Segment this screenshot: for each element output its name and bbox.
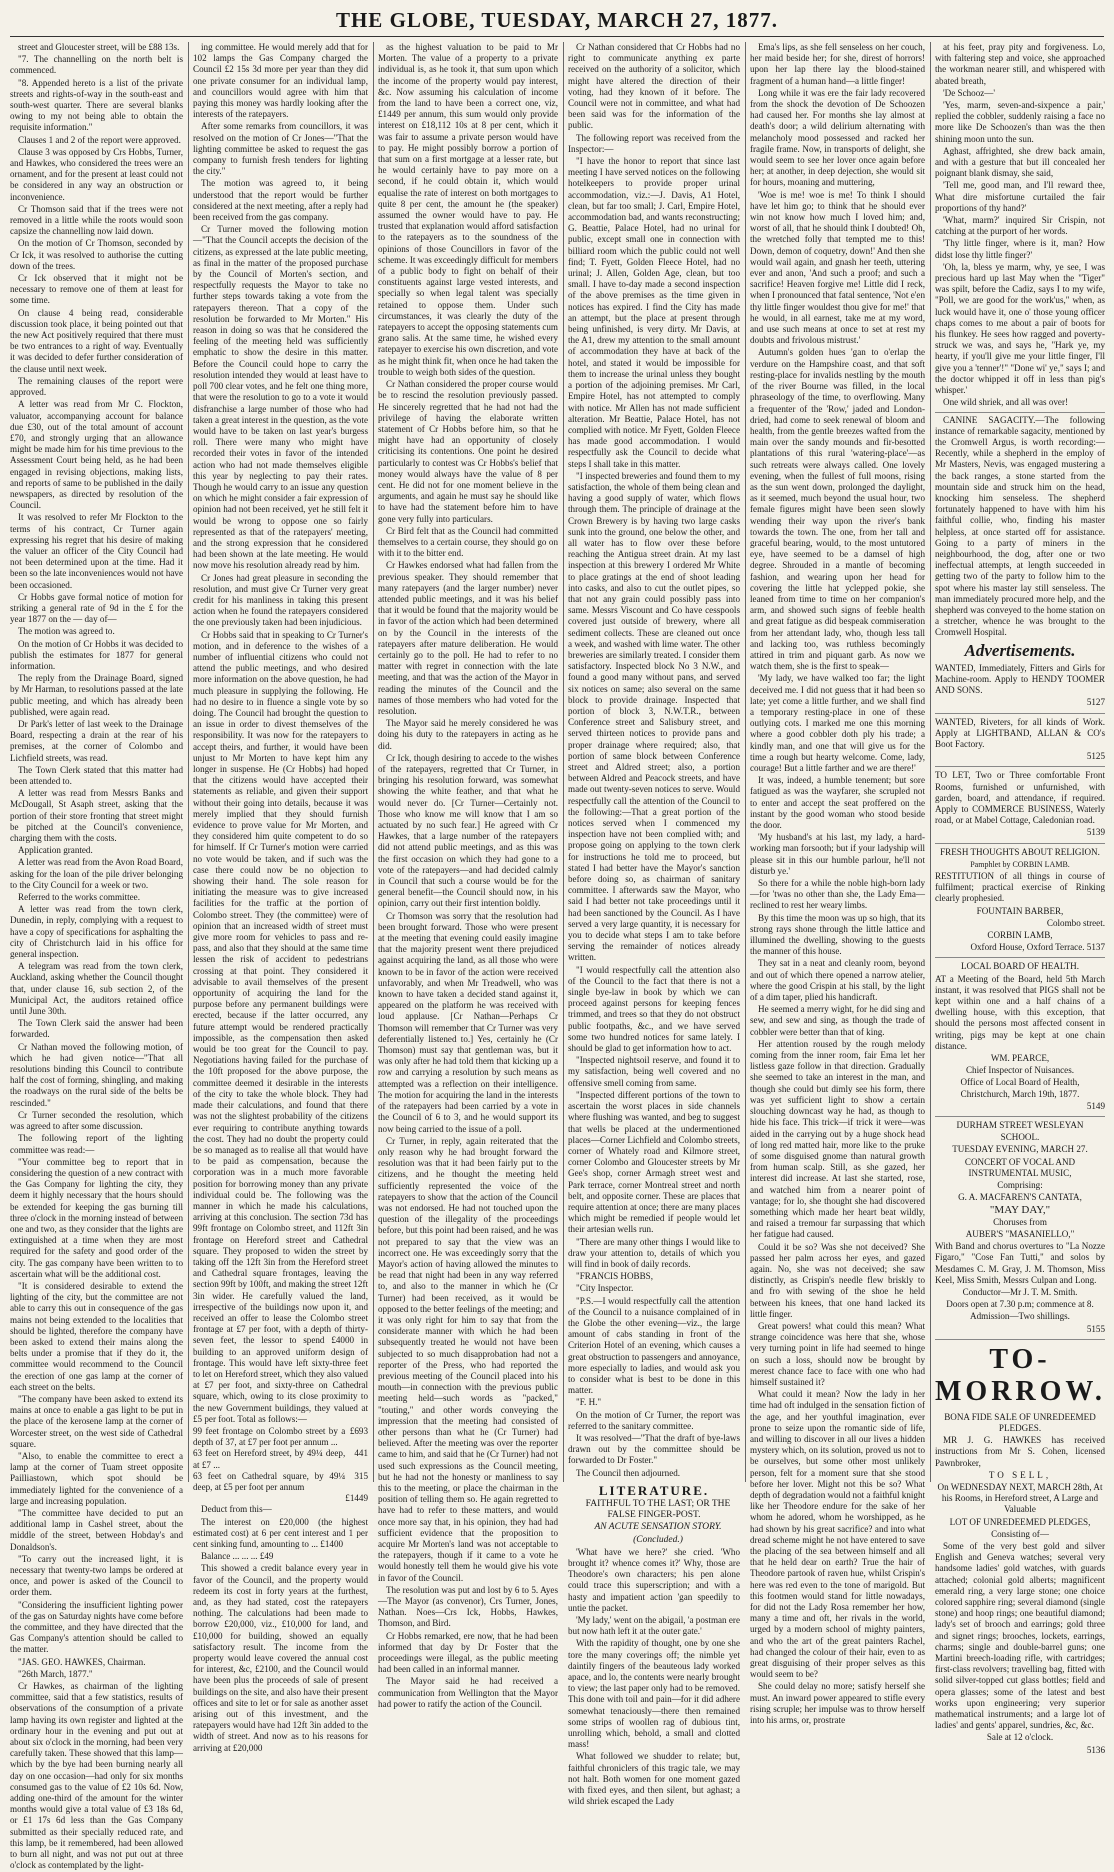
- story-paragraph: So there for a while the noble high-born lady—for 'twas no other than she, the Lady Ema—reclined to rest her weary limbs.: [750, 878, 925, 911]
- ad-body: AT a Meeting of the Board, held 5th March instant, it was resolved that PIGS shall not be kept within one and a half chains of a dwelling house, with this exception, that should the persons most affected consent in writing, pigs may be kept at one chain distance.: [935, 973, 1105, 1051]
- paragraph: After some remarks from councillors, it was resolved on the motion of Cr Jones—"That the lighting committee be asked to request the gas company to furnish fresh tenders for lighting the city.": [193, 121, 368, 177]
- column-1: [10, 42, 183, 1871]
- paragraph: Clause 3 was opposed by Crs Hobbs, Turner, and Hawkes, who considered the trees were an ornament, and for the present at least could not be considered in any way an obstruction or inconvenience.: [10, 146, 183, 202]
- story-paragraph: 'De Schooz—': [943, 87, 996, 98]
- ad-line: CORBIN LAMB,: [987, 930, 1053, 941]
- column-4: [568, 42, 740, 1807]
- paragraph: "Also, to enable the committee to erect a lamp at the corner of Tuam street opposite Pailliastown, which spot should be immediately lighted for the convenience of a large and increasing population.: [10, 1450, 183, 1506]
- paragraph: The Town Clerk said the answer had been forwarded.: [10, 1018, 183, 1040]
- paragraph: as the highest valuation to be paid to Mr Morten. The value of a property to a private individual is, as he took it, that sum upon which the income of the property would pay interest, &c. Now assuming his calculation of income from the land to have been a correct one, viz, £1449 per annum, this sum would only provide interest on £18,112 10s at 8 per cent, which it was fair to assume a private person would have to pay. He might possibly borrow a portion of that sum on a first mortgage at a lesser rate, but he would certainly have to pay more on a second, if he could obtain it, which would equalise the rate of interest on both mortgages to quite 8 per cent, the amount he (the speaker) assumed the owner would have to pay. He trusted that explanation would afford satisfaction to the ratepayers as to the soundness of the opinions of those Councillors in favor of the scheme. It was exceedingly difficult for members of a public body to fight on behalf of their constituents against large vested interests, and specially so when legal talent was specially retained to oppose them. Under such circumstances, it was clearly the duty of the ratepayers to accept the opposing statements cum grano salis. At the same time, he wished every ratepayer to exercise his own discretion, and vote as he might think fit, when once he had taken the trouble to weigh both sides of the question.: [378, 42, 558, 377]
- row-amount: £1449: [345, 1493, 368, 1504]
- ad-line: TUESDAY EVENING, MARCH 27.: [952, 1144, 1088, 1155]
- paragraph: "Inspected different portions of the town to ascertain the worst places in side channels where flushing was wanted, and beg to suggest that wells be placed at the undermentioned places—Corner Lichfield and Colombo streets, corner of Whately road and Kilmore street, corner Colombo and Gloucester streets by Mr Gee's shop, corner Armagh street west and Park terrace, corner Montreal street and north belt, and opposite corner. These are places that require attention at once; there are many places which might be remedied if people would let their artesian wells run.: [568, 1089, 740, 1235]
- ad-line: Sale at 12 o'clock.: [986, 1732, 1054, 1743]
- ad-body: With Band and chorus overtures to "La Nozze Figaro," "Cose Fan Tutti," and solos by Mesdames C. M. Gray, J. M. Thomson, Miss Keel, Miss Smith, Messrs Culpan and Long.: [935, 1241, 1105, 1285]
- story-paragraph: What could it mean? Now the lady in her time had oft indulged in the sensation fiction of the age, and her youthful imagination, ever prone to seize upon the romantic side of life, and willing to discover in all our lives a hidden mystery which, on its solution, proved us not to be ourselves, but some other most unlikely person, felt for a moment sure that she stood before her lover. Might not this be so? What depth of degradation would not a faithful knight like her Theodore endure for the sake of her whom he adored, whom he worshipped, as he had shown by his great sacrifice? and into what dread scheme might he not have entered to save the placing of the sea between himself and all that he held dear on earth? True the hair of Theodore partook of raven hue, whilst Crispin's here was red even to the tone of marigold. But this footmen would stand for little nowadays, for did not the Lady Rosa remember her how, many a time and oft, her rivals in the world, urged by a modern school of mighty painters, and who the art of the great painters Rachel, had changed the colour of their hair, even to as great disguising of their proper selves as this would seem to be?: [750, 1389, 926, 1680]
- ad-line: CONCERT OF VOCAL AND INSTRUMENTAL MUSIC,: [964, 1156, 1076, 1178]
- paragraph: A letter was read from the town clerk, Dunedin, in reply, complying with a request to have a copy of specifications for asphalting the city of Christchurch laid in his office for general inspection.: [10, 904, 183, 960]
- story-paragraph: Her attention roused by the rough melody coming from the inner room, fair Ema let her listless gaze follow in that direction. Gradually she seemed to take an interest in the man, and though she could but dimly see his form, there was yet sufficient light to show a certain slouching downcast way he had, as though to hide his face. This trick—if trick it were—was aided in the carrying out by a huge shock head of long red matted hair, more like to the pruke of some disguised gnome than natural growth from human scalp. Still, as she gazed, her interest did increase. At last she started, rose, and watched him from a nearer point of vantage; for lo, she thought she had discovered something which made her heart beat wildly, and raised a tremour far surpassing that which her fatigue had caused.: [750, 1038, 925, 1240]
- paragraph: Cr Nathan considered that Cr Hobbs had no right to communicate anything ex parte received on the authority of a solicitor, which might have altered the direction of their voting, had they known of it before. The Council were not in committee, and what had been said was for the information of the public.: [568, 42, 740, 131]
- ad-ref: 5149: [1086, 1100, 1105, 1111]
- paragraph: Cr Bird felt that as the Council had committed themselves to a certain course, they should go on with it to the bitter end.: [378, 525, 558, 559]
- story-subtitle: AN ACUTE SENSATION STORY.: [594, 1522, 722, 1533]
- row-label: 63 feet on Cathedral square, by 49¼ deep, at £5 per foot per annum: [193, 1470, 346, 1492]
- ad-body: MR J. G. HAWKES has received instructions from Mr S. Cohen, licensed Pawnbroker,: [935, 1435, 1105, 1468]
- paragraph: "F. H.": [576, 1397, 602, 1408]
- masthead-rule: [10, 36, 1104, 37]
- paragraph: The motion was agreed to, it being understood that the report would be further considered at the next meeting, after a reply had been received from the gas company.: [193, 178, 368, 223]
- ad-ref: 5139: [1086, 827, 1105, 838]
- classified-ad: [935, 767, 1105, 843]
- story-paragraph: at his feet, pray pity and forgiveness. Lo, with faltering step and voice, she approached the workman nearer still, and whispered with abated breath,: [935, 42, 1105, 86]
- paragraph: "P.S.—I would respectfully call the attention of the Council to a nuisance complained of in the Globe the other evening—viz., the large amount of cabs standing in front of the Criterion Hotel of an evening, which causes a great obstruction to passengers and annoyance, more especially to ladies, and would ask you to consider what is best to be done in this matter.: [568, 1295, 740, 1396]
- paragraph: It was resolved to refer Mr Flockton to the terms of his contract, Cr Turner again expressing his regret that his desire of making the valuer an officer of the City Council had not been determined upon at the time. Had it been so the late inconveniences would not have been occasioned.: [10, 512, 183, 590]
- story-paragraph: 'Thy little finger, where is it, man? How didst lose thy little finger?': [935, 238, 1105, 260]
- paragraph: The Town Clerk stated that this matter had been attended to.: [10, 764, 183, 786]
- ad-line: Consisting of—: [991, 1528, 1049, 1539]
- literature-heading: LITERATURE.: [598, 1482, 710, 1498]
- paragraph: Cr Hobbs said that in speaking to Cr Turner's motion, and in deference to the wishes of a number of influential citizens who could not attend the public meetings, and who desired more information on the above question, he had much pleasure in supplying the following. He had no desire to in fluence a single vote by so doing. The Council had brought the question to an issue in order to divest themselves of the responsibility. It was now for the ratepayers to accept theirs, and further, it would have been unjust to Mr Morten to have kept him any longer in suspense. He (Cr Hobbs) had hoped that the citizens would have accepted their statements as reliable, and given their support without their going into details, because it was merely implied that they should furnish evidence to prove value for Mr Morten, and they considered him quite competent to do so for himself. If Cr Turner's motion were carried no vote would be taken, and if such was the case there could now be no objection to showing their hand. The sole reason for initiating the measure was to give increased facilities for the traffic at the portion of Colombo street. They (the committee) were of opinion that an increased width of street must give more room for vehicles to pass and re-pass, and also that they should at the same time lessen the risk of accident to pedestrians crossing at that point. They considered it advisable to avail themselves of the present opportunity of acquiring the land for the purpose before any permanent buildings were erected, because if the latter occurred, any future attempt would be rendered practically impossible, as the compensation then asked would be too great for the Council to pay. Negotiations having failed for the purchase of the 10ft proposed for the above purpose, the committee deemed it desirable in the interests of the city to take the whole block. They had made their calculations, and found that there was not the slightest probability of the citizens ever requiring to contribute anything towards the cost. They had no doubt the property could be so managed as to realise all that would have to be paid as compensation, because the corporation was in a much more favorable position for borrowing money than any private individual could be. The following was the manner in which he made his calculations, arriving at this conclusion. The section 73d has 99ft frontage on Colombo street, and 112ft 3in frontage on Hereford street and Cathedral square. They proposed to widen the street by taking off the 12ft 3in from the Hereford street and Cathedral square frontages, leaving the section 99ft by 100ft, and making the street 12ft 3in wider. He carefully valued the land, irrespective of the buildings now upon it, and received an offer to lease the Colombo street frontage at £7 per foot, with a depth of thirty-seven feet, the lessor to spend £4000 in building to an approved uniform design of frontage. This would have left sixty-three feet to let on Hereford street, which they also valued at £7 per foot, and sixty-three on Cathedral square, which, owing to its close proximity to the new Government buildings, they valued at £5 per foot. Total as follows:—: [193, 629, 369, 1424]
- ad-line: Office of Local Board of Health, Christchurch, March 19th, 1877.: [960, 1077, 1080, 1099]
- table-row: [193, 1448, 368, 1470]
- paragraph: The Mayor said he merely considered he was doing his duty to the ratepayers in acting as he did.: [378, 718, 558, 751]
- paragraph: Cr Thomson said that if the trees were not removed in a little while the roots would soon capsize the channelling now laid down.: [10, 203, 183, 237]
- ad-line: Pamphlet by CORBIN LAMB.: [970, 859, 1070, 869]
- paragraph: The Mayor said he had received a communication from Wellington that the Mayor had power to ratify the action of the Council.: [378, 1676, 558, 1709]
- paragraph: "8. Appended hereto is a list of the private streets and rights-of-way in the south-east and south-west quarter. There are several blanks owing to my not being able to obtain the requisite information.": [10, 77, 183, 133]
- paragraph: "I inspected breweries and found them to my satisfaction, the whole of them being clean and having a good supply of water, which flows through them. The principle of drainage at the Crown Brewery is by having two large casks sunk into the ground, one below the other, and all water has to flow over these before reaching the Antigua street drain. At my last inspection at this brewery I ordered Mr White to place gratings at the end of shoot leading into casks, and also to cut the outlet pipes, so that not any grain could possibly pass into same. Messrs Viscount and Co have cesspools covered just outside of brewery, where all sediment collects. These are cleaned out once a week, and washed with lime water. The other breweries are similarly treated. I consider them satisfactory. Inspected block No 3 N.W., and found a good many without pans, and served six notices on same; also several on the same block to provide drainage. Inspected that portion of block 3, N.W.T.R., between Conference street and Salisbury street, and served thirteen notices to provide pans and proper drainage where required; also, that portion of same block between Conference street and Aldred street; also, a portion between Aldred and Peacock streets, and have made out twenty-seven notices to serve. Would respectfully call the attention of the Council to the following:—That a great portion of the notices served when I commenced my inspection have not been complied with; and propose going on applying to the town clerk for instructions he told me to proceed, but stated I had better have the Mayor's sanction before doing so, as chairman of sanitary committee. I afterwards saw the Mayor, who said I had better not take proceedings until it had been sanctioned by the Council. As I have served a very large quantity, it is necessary for you to decide what steps I am to take before serving the remainder of notices already written.: [568, 470, 740, 963]
- classified-ad: [935, 714, 1105, 768]
- story-paragraph: She could delay no more; satisfy herself she must. An inward power appeared to stifle every rising scruple; her impulse was to throw herself into his arms, or, prostrate: [750, 1681, 925, 1726]
- paragraph: Cr Nathan moved the following motion, of which he had given notice—"That all resolutions binding this Council to contribute half the cost of forming, shingling, and making the roadways on the rural side of the belts be rescinded.": [10, 1041, 183, 1108]
- masthead: THE GLOBE, TUESDAY, MARCH 27, 1877.: [335, 8, 779, 32]
- paragraph: "JAS. GEO. HAWKES, Chairman.: [18, 1656, 146, 1667]
- paragraph: "The committee have decided to put an additional lamp in Cashel street, about the middle of the street, between Hobday's and Donaldson's.: [10, 1508, 183, 1552]
- story-paragraph: 'Tell me, good man, and I'll reward thee, What dire misfortune curtailed the fair proportions of thy hand?': [935, 180, 1105, 213]
- paragraph: The motion was agreed to.: [18, 626, 115, 637]
- paragraph: "FRANCIS HOBBS,: [576, 1271, 653, 1282]
- story-paragraph: Ema's lips, as she fell senseless on her couch, her maid beside her; for she, direst of horrors! upon her lap there lay the blood-stained fragment of a human hand—a little finger!: [750, 42, 925, 86]
- ad-body: RESTITUTION of all things in course of fulfilment; practical exercise of Rinking clearly prophesied.: [935, 871, 1105, 904]
- paragraph: Cr Thomson was sorry that the resolution had been brought forward. Those who were present at the meeting that evening could easily imagine that the majority present went there prejudiced against acquiring the land, as all those who were known to be in favor of the action were received unfavorably, and when Mr Treadwell, who was known to have taken a decided stand against it, appeared on the platform he was received with loud applause. [Cr Nathan—Perhaps Cr Thomson will remember that Cr Turner was very deferentially listened to.] Yes, certainly he (Cr Thomson) must say that gentleman was, but it was only after he had told them that kicking up a row and carrying a resolution by such means as attempted was a reflection on their intelligence. The motion for acquiring the land in the interests of the ratepayers had been carried by a vote in the Council of 6 to 3, and he would support its now being carried to the issue of a poll.: [378, 910, 558, 1134]
- story-paragraph: One wild shriek, and all was over!: [943, 397, 1069, 408]
- column-5: [750, 42, 926, 1726]
- paragraph: "Inspected nightsoil reserve, and found it to my satisfaction, being well covered and no offensive smell coming from same.: [568, 1055, 740, 1088]
- paragraph: This showed a credit balance every year in favor of the Council, and the property would redeem its cost in forty years at the furthest, and, as they had stated, cost the ratepayers nothing. The calculations had been made to borrow £20,000, viz., £10,000 for land, and £10,000 for building, showed an equally satisfactory result. The income from the property would leave covered the annual cost for interest, &c, £2100, and the Council would have been plus the proceeds of sale of present buildings on the site, and also have their present offices and site to let or for sale as another asset arising out of this investment, and the ratepayers would have had 12ft 3in added to the width of street. And now as to his reasons for arriving at £20,000: [193, 1563, 369, 1753]
- ad-title: BONA FIDE SALE OF UNREDEEMED PLEDGES.: [944, 1411, 1096, 1433]
- paragraph: On the motion of Cr Turner, the report was referred to the sanitary committee.: [568, 1409, 740, 1431]
- story-paragraph: Long while it was ere the fair lady recovered from the shock the devotion of De Schoozen had caused her. For months she lay almost at death's door; a wild delirium alternating with melancholy mood possessed and racked her fragile frame. Now, in transports of delight, she would seem to see her lover once again before her; at another, in deep dejection, she would sit for hours, moaning and muttering,: [750, 87, 925, 188]
- paragraph: "I have the honor to report that since last meeting I have served notices on the following hotelkeepers to provide proper urinal accommodation, viz.:—J. Davis, A1 Hotel, clean, but far too small; J. Carl, Empire Hotel, accommodation bad, and wants reconstructing; G. Beattie, Palace Hotel, had no urinal for public, except small one in connection with billiard room which the public could not well find; T. Fyett, Golden Fleece Hotel, had no urinal; J. Allen, Golden Age, clean, but too small. I have to-day made a second inspection of the above premises as the time given in notices has expired. I find the City has made an attempt, but the place at present through being unfinished, is very dirty. Mr Davis, at the A1, drew my attention to the small amount of accommodation they have at back of the hotel, and stated it would be impossible for them to increase the urinal unless they bought a portion of the adjoining premises. Mr Carl, Empire Hotel, has not attempted to comply with notice. Mr Allen has not made sufficient alteration. Mr Beattie, Palace Hotel, has not complied with notice. Mr Fyett, Golden Fleece has made good accommodation. I would respectfully ask the Council to decide what steps I shall take in this matter.: [568, 156, 740, 469]
- paragraph: On clause 4 being read, considerable discussion took place, it being pointed out that the new Act positively required that there must be two entrances to a right of way. Eventually it was decided to defer further consideration of the clause until next week.: [10, 307, 183, 374]
- table-row: [193, 1493, 368, 1504]
- paragraph: Cr Nathan considered the proper course would be to rescind the resolution previously passed. He sincerely regretted that he had not had the privilege of having the elaborate written statement of Cr Hobbs before him, so that he might have had an opportunity of closely criticising its contentions. One point he desired particularly to contest was Cr Hobbs's belief that money would always have the value of 8 per cent. He did not for one moment believe in the arguments, and again he must say he should like to have had the statement before him to have gone very fully into particulars.: [378, 379, 558, 524]
- paragraph: The remaining clauses of the report were approved.: [10, 375, 183, 398]
- paragraph: "Considering the insufficient lighting power of the gas on Saturday nights have come before the committee, and they have directed that the Gas Company's attention should be called to the matter.: [10, 1599, 183, 1655]
- paragraph: Cr Hawkes endorsed what had fallen from the previous speaker. They should remember that many ratepayers (and the larger number) never attended public meetings, and it was his belief that it would be found that the majority would be in favor of the action which had been determined on by the Council in the interests of the ratepayers after mature deliberation. He would certainly go to the poll. He had to refer to no matter with regret in connection with the late meeting, and that was the action of the Mayor in reading the minutes of the Council and the names of those members who had voted for the resolution.: [378, 560, 558, 716]
- paragraph: ing committee. He would merely add that for 102 lamps the Gas Company charged the Council £2 15s 3d more per year than they did one private consumer for an individual lamp, and councillors would agree with him that paying this money was hardly looking after the interests of the ratepayers.: [193, 42, 368, 120]
- ad-ref: 5127: [1086, 697, 1105, 708]
- ad-line: On WEDNESDAY NEXT, MARCH 28th, At his Rooms, in Hereford street, A Large and Valuable: [937, 1481, 1103, 1515]
- valuation-table: [193, 1426, 368, 1504]
- story-paragraph: They sat in a neat and cleanly room, beyond and out of which there opened a narrow atelier, where the good Crispin at his stall, by the light of a dim taper, plied his handicraft.: [750, 958, 925, 1003]
- story-paragraph: 'Oh, la, bless ye marm, why, ye see, I was precious hard up last May when the "Tiger" was spilt, before the Cadiz, says I to my wife, "Poll, we are good for the work'us," when, as luck would have it, one o' those young officer chaps comes to me about a pair of boots for his flunkey. He sees how ragged and poverty-struck we was, and says he, "Hark ye, my hearty, if you'll give me your little finger, I'll give you a 'tenner'!" "Done wi' ye," says I; and the doctor whipped it off in less than pig's whisper.': [935, 261, 1105, 396]
- story-paragraph: 'My lady, we have walked too far; the light deceived me. I did not guess that it had been so late; yet come a little further, and we shall find a temporary resting-place in one of these outlying cots. I marked me one this morning where a good cobbler doth ply his trade; a kindly man, and one that will give us for the time a rough but hearty welcome. Come, lady, courage! But a little farther and we are there!': [750, 673, 925, 773]
- paragraph: The Council then adjourned.: [576, 1467, 681, 1478]
- paragraph: Cr Hawkes, as chairman of the lighting committee, said that a few statistics, results of observations of the consumption of a private lamp having its own register and lighted at the ordinary hour in the evening and put out at about six o'clock in the morning, had been very carefully taken. These showed that this lamp—which by the bye had been burning nearly all day on one occasion—had only for six months consumed gas to the value of £2 10s 6d. Now, adding one-third of the amount for the winter months would give a total value of £3 18s 6d, or £1 17s 6d less than the Gas Company submitted as their specially reduced rate, and this lamp, be it remembered, had been allowed to burn all night, and was not put out at three o'clock as contemplated by the light-: [10, 1681, 183, 1871]
- ad-line: G. A. MACFAREN'S CANTATA,: [958, 1192, 1082, 1203]
- ad-tomorrow: [935, 1344, 1105, 1756]
- ad-line: Choruses from: [993, 1216, 1047, 1227]
- paragraph: Cr Turner moved the following motion—"That the Council accepts the decision of the citizens, as expressed at the late public meeting, as final in the matter of the proposed purchase by the Council of Morten's section, and respectfully requests the Mayor to take no further steps towards taking a vote from the ratepayers thereon. That a copy of the resolution be forwarded to Mr Morten." His reason in doing so was that he considered the feeling of the meeting held was sufficiently emphatic to show the desire in this matter. Before the Council could hope to carry the resolution intended they would at least have to poll 700 clear votes, and he felt one thing more, that were the resolution to go to a vote it would disfranchise a large number of those who had taken a great interest in the question, as the vote would have to be taken on last year's burgess roll. There were many who might have recorded their votes in favor of the intended action who had not made themselves eligible this year by neglecting to pay their rates. Though he would carry to an issue any question on which he might consider a fair expression of opinion had not been received, yet he still felt it would be wrong to oppose one so fairly represented as that of the ratepayers' meeting, and the strong expression that he considered had been shown at the late meeting. He would now move his resolution already read by him.: [193, 224, 368, 571]
- paragraph: It was resolved—"That the draft of bye-laws drawn out by the committee should be forwarded to Dr Foster.": [568, 1432, 740, 1466]
- story-paragraph: It was, indeed, a humble tenement; but sore fatigued as was the wayfarer, she scrupled not to enter and accept the seat proffered on the instant by the good woman who stood beside the door.: [750, 775, 925, 831]
- ad-ref: 5125: [1086, 751, 1105, 762]
- column-3: [378, 42, 558, 1709]
- table-row: [193, 1471, 368, 1493]
- ad-title: FRESH THOUGHTS ABOUT RELIGION.: [940, 846, 1100, 857]
- ad-line: Oxford House, Oxford Terrace. 5137: [970, 942, 1105, 953]
- column-2: [193, 42, 369, 1753]
- story-paragraph: Aghast, affrighted, she drew back amain, and with a gesture that but ill concealed her poignant blank dismay, she said,: [935, 145, 1105, 179]
- paragraph: "I would respectfully call the attention also of the Council to the fact that there is not a single bye-law in book by which we can proceed against persons for keeping fences trimmed, and trees so that they do not obstruct public footpaths, &c., and we have served some two hundred notices for same lately. I should be glad to get information how to act.: [568, 964, 740, 1054]
- row-amount: £693: [349, 1425, 368, 1436]
- row-label: 63 feet on Hereford street, by 49¼ deep, at £7 ...: [193, 1448, 346, 1470]
- ad-line: Colombo street.: [1046, 917, 1105, 928]
- column-divider: [930, 42, 931, 1482]
- row-label: [193, 1493, 345, 1504]
- ad-line: FOUNTAIN BARBER,: [976, 905, 1064, 916]
- ad-line: Chief Inspector of Nuisances.: [965, 1065, 1075, 1076]
- paragraph: The interest on £20,000 (the highest estimated cost) at 6 per cent interest and 1 per cent sinking fund, amounting to ... £1400: [193, 1516, 368, 1550]
- story-paragraph: By this time the moon was up so high, that its strong rays shone through the little lattice and illumined the dwelling, showing to the guests the manner of this house.: [750, 912, 925, 957]
- story-paragraph: 'What, marm?' inquired Sir Crispin, not catching at the purport of her words.: [935, 215, 1105, 237]
- paragraph: "City Inspector.: [576, 1283, 634, 1294]
- paragraph: Cr Hobbs remarked, ere now, that he had been informed that day by Dr Foster that the proceedings were illegal, as the public meeting had been called in an informal manner.: [378, 1630, 558, 1675]
- ad-line: Conductor—Mr J. T. M. Smith.: [962, 1286, 1078, 1297]
- ad-line: TO SELL,: [988, 1469, 1052, 1480]
- ad-line: "MAY DAY,": [989, 1203, 1051, 1216]
- paragraph: Cr Turner, in reply, again reiterated that the only reason why he had brought forward the resolution was that it had been fairly put to the citizens, and he thought the meeting held sufficiently represented the voice of the ratepayers to show that the action of the Council was not endorsed. He had not touched upon the question of the illegality of the proceedings before, but this point had been raised, and he was not prepared to say that the view was an incorrect one. He was exceedingly sorry that the Mayor's action of having allowed the minutes to be read that night had been in any way referred to, and also to the manner in which he (Cr Turner) had been received, as it would be opposed to the better feelings of the meeting; and it was only right for him to say that from the considerate manner with which he had been subsequently treated he would not have been subjected to so much disapprobation had not a reporter of the Press, who had reported the previous meeting of the Council placed into his mouth—in connection with the previous public meeting held—such words as "packed," "touting," and other words conveying the impression that the meeting had consisted of other persons than what he (Cr Turner) had believed. After the meeting was over the reporter came to him, and said that he (Cr Turner) had not used such expressions as the Council meeting, but he had not the honesty or manliness to say this to the meeting, or place the chairman in the position of telling them so. He again regretted to have had to refer to these matters, and would once more say that, in his opinion, they had had sufficient evidence that the proposition to acquire Mr Morten's land was not acceptable to the ratepayers, though if it came to a vote he would honestly tell them he would give his vote in favor of the Council.: [378, 1135, 558, 1583]
- paragraph: A letter was read from the Avon Road Board, asking for the loan of the pile driver belonging to the City Council for a week or two.: [10, 857, 183, 890]
- story-paragraph: Could it be so? Was she not deceived? She passed her palm across her eyes, and gazed again. No, she was not deceived; she saw distinctly, as Crispin's needle flew briskly to and fro with sewing of the shoe he held between his knees, that one hand lacked its little finger.: [750, 1241, 925, 1319]
- story-paragraph: 'My husband's at his last, my lady, a hard-working man forsooth; but if your ladyship will please sit in this our humble parlour, he'll not disturb ye.': [750, 832, 925, 876]
- paragraph: On the motion of Cr Thomson, seconded by Cr Ick, it was resolved to authorise the cutting down of the trees.: [10, 238, 183, 271]
- paragraph: Cr Turner seconded the resolution, which was agreed to after some discussion.: [10, 1109, 183, 1132]
- story-paragraph: 'What have we here?' she cried. 'Who brought it? whence comes it?' Why, those are Theodore's own characters; his pen alone could trace this superscription; and with a hasty and impatient action 'gan speedily to untie the packet.: [568, 1546, 740, 1613]
- story-paragraph: Great powers! what could this mean? What strange coincidence was here that she, whose very turning point in life had seemed to hinge on such a loss, should now be brought by merest chance face to face with one who had himself sustained it?: [750, 1320, 925, 1387]
- ad-body: Some of the very best gold and silver English and Geneva watches; several very handsome ladies' gold watches, with guards attached; colonial gold alberts; magnificent emerald ring, a very large stone; one choice colored sapphire ring; several diamond (single stone) and hoop rings; one beautiful diamond; lady's set of brooch and earrings; gold three and signet rings; brooches, lockets, earrings, charms; single and double-barrel guns; one Martini breech-loading rifle, with cartridges; first-class revolvers; travelling bag, fitted with solid silver-topped cut glass bottles; field and opera glasses; some of the latest and best works upon engineering; very superior mathematical instruments; and a large lot of ladies' and gents' apparel, sundries, &c, &c.: [935, 1540, 1105, 1731]
- ad-big-title: TO-MORROW.: [935, 1343, 1106, 1407]
- ad-body: WANTED, Riveters, for all kinds of Work. Apply at LIGHTBAND, ALLAN & CO's Boot Factory.: [935, 716, 1105, 749]
- column-6: [935, 42, 1106, 1755]
- paragraph: Deduct from this—: [201, 1504, 272, 1515]
- column-divider: [745, 42, 746, 1482]
- paragraph: "There are many other things I would like to draw your attention to, details of which you will find in book of daily records.: [568, 1236, 740, 1269]
- table-row: [193, 1426, 368, 1448]
- ad-concert: [935, 1117, 1105, 1340]
- story-paragraph: With the rapidity of thought, one by one she tore the many coverings off; the nimble yet daintily fingers of the beauteous lady worked apace, and lo, the contents were nearly brought to view; the last paper only had to be removed. This done with toil and pain—for it did adhere somewhat tenaciously—there then remained some strips of woollen rag of dubious tint, unrolling which, behold, a small and clotted mass!: [568, 1638, 740, 1750]
- paragraph: A letter was read from Messrs Banks and McDougall, St Asaph street, asking that the portion of their store fronting that street might be pitched at the Council's convenience, charging them with the costs.: [10, 788, 183, 844]
- story-paragraph: 'Yes, marm, seven-and-sixpence a pair,' replied the cobbler, suddenly raising a face no more like De Schoozen's than was the then shining moon unto the sun.: [935, 100, 1105, 144]
- story-paragraph: He seemed a merry wight, for he did sing and sew, and sew and sing, as though the trade of cobbler were better than that of king.: [750, 1004, 925, 1037]
- ad-line: Comprising:: [997, 1180, 1043, 1191]
- story-paragraph: What followed we shudder to relate; but, faithful chroniclers of this tragic tale, we may not halt. Both women for one moment gazed with fixed eyes, and then silent, but aghast; a wild shriek escaped the Lady: [568, 1751, 740, 1807]
- literature-section: [568, 1482, 740, 1808]
- paragraph: Cr Jones had great pleasure in seconding the resolution, and must give Cr Turner very great credit for his manliness in taking this present action when he found the ratepayers considered the one previously taken had been injudicious.: [193, 572, 368, 628]
- paragraph: "To carry out the increased light, it is necessary that twenty-two lamps be ordered at once, and power is asked of the Council to order them.: [10, 1553, 183, 1598]
- paragraph: A telegram was read from the town clerk, Auckland, asking whether the Council thought that, under clause 16, sub section 2, of the Municipal Act, the auditors retained office until June 30th.: [10, 961, 183, 1017]
- paragraph: A letter was read from Mr C. Flockton, valuator, accompanying account for balance due £30, out of the total amount of account £70, and strongly urging that an allowance might be made him for his time previous to the Assessment Court being held, as he had been engaged in revising objections, making lists, and reports of same to be published in the daily newspapers, as directed by resolution of the Council.: [10, 399, 183, 511]
- paragraph: Application granted.: [18, 845, 93, 856]
- paragraph: The following report was received from the Inspector:—: [568, 132, 740, 154]
- row-amount: 315: [354, 1470, 368, 1481]
- paragraph: street and Gloucester street, will be £88 13s.: [18, 42, 180, 52]
- paragraph: On the motion of Cr Hobbs it was decided to publish the estimates for 1877 for general information.: [10, 638, 183, 671]
- paragraph: "7. The channelling on the north belt is commenced.: [10, 54, 183, 76]
- ad-ref: 5136: [1086, 1744, 1105, 1755]
- column-divider: [188, 42, 189, 1482]
- ad-body: TO LET, Two or Three comfortable Front Rooms, furnished or unfurnished, with garden, board, and attendance, if required. Apply to COMMERCE BUSINESS, Waterly road, or at Mabel Cottage, Caledonian road.: [935, 770, 1105, 826]
- ad-title: DURHAM STREET WESLEYAN: [956, 1120, 1084, 1131]
- ad-board-of-health: [935, 958, 1105, 1117]
- paragraph: Cr Ick, though desiring to accede to the wishes of the ratepayers, regretted that Cr Turner, in bringing his resolution forward, was somewhat showing the white feather, and that what he would never do. [Cr Turner—Certainly not. Those who know me will know that I am so actuated by no such fear.] He agreed with Cr Hawkes, that a large number of the ratepayers did not attend public meetings, and as this was the first occasion on which they had gone to a vote of the ratepayers—and had decided calmly in Council that such a course would be for the general benefit—the Council should now, in his opinion, carry out their first intention boldly.: [378, 752, 558, 909]
- story-paragraph: Autumn's golden hues 'gan to o'erlap the verdure on the Hampshire coast, and that soft resting-place for invalids nestling by the mouth of the river Bourne was filled, in the local phraseology of the time, to overflowing. Many a frequenter of the 'Row,' jaded and London-dried, had come to seek renewal of bloom and health, from the gentle breezes wafted from the main over the sandy mounds and fir-besotted plantations of this rural 'watering-place'—as such retreats were always called. One lovely evening, when the fullest of full moons, rising as the sun went down, prolonged the daylight, as it seemed, much beyond the usual hour, two female figures might have been seen slowly wending their way upon the river's bank towards the town. The one, from her tall and graceful bearing, would, to the most untutored eye, have seemed to be a damsel of high degree. Shrouded in a mantle of becoming fashion, and wearing upon her head for covering the little hat yclepped pokie, she leaned from time to time on her companion's arm, and showed such signs of feeble health and great fatigue as did bespeak commiseration from her attendant lady, who, though less tall and lacking too, was ruthless becomingly attired in trim and piquant garb. As now we watch them, she is the first to speak—: [750, 347, 925, 672]
- paragraph: Dr Park's letter of last week to the Drainage Board, respecting a drain at the rear of his premises, at the corner of Colombo and Lichfield streets, was read.: [10, 718, 183, 763]
- paragraph: The following report of the lighting committee was read:—: [10, 1133, 183, 1155]
- classified-ad: [935, 660, 1105, 714]
- row-label: 99 feet frontage on Colombo street by a depth of 37, at £7 per foot per annum ...: [193, 1425, 346, 1448]
- row-amount: 441: [354, 1448, 368, 1459]
- ad-body: WANTED, Immediately, Fitters and Girls for Machine-room. Apply to HENDY TOOMER AND SONS.: [935, 662, 1105, 696]
- paragraph: "The company have been asked to extend its mains at once to enable a gas light to be put in the place of the kerosene lamp at the corner of Worcester street, on the west side of Cathedral square.: [10, 1393, 183, 1449]
- ad-title: LOCAL BOARD OF HEALTH.: [960, 961, 1080, 972]
- ad-fresh-thoughts: [935, 844, 1105, 959]
- ad-title: SCHOOL.: [1000, 1132, 1040, 1143]
- story-paragraph: 'Woe is me! woe is me! To think I should have let him go; to think that he should ever win not know how much I loved him; and, worst of all, that he should think I doubted! Oh, the wretched folly that tempted me to this! Down, demon of coquetry, down!' And then she would wail again, and gnash her teeth, uttering ever and anon, 'And such a proof; and such a sacrifice! Heaven forgive me! Little did I reck, when I pronounced that fatal sentence, 'Not e'en thy little finger wouldest thou give for me!' that he would, in all earnest, take me at my word, and use such means at once to set at rest my doubts and frivolous mistrust.': [750, 189, 925, 346]
- paragraph: "26th March, 1877.": [18, 1668, 93, 1679]
- paragraph: "It is considered desirable to extend the lighting of the city, but the committee are not able to carry this out in consequence of the gas mains not being extended to the localities that should be lighted, therefore the company have been asked to extend their mains along the belts under a promise that if they do it, the committee would recommend to the Council the erection of one gas lamp at the corner of each street on the belts.: [10, 1280, 183, 1392]
- paragraph: Balance ... ... ... £49: [201, 1551, 274, 1562]
- paragraph: The reply from the Drainage Board, signed by Mr Harman, to resolutions passed at the late public meeting, and which has already been published, were again read.: [10, 673, 183, 717]
- ad-line: Admission—Two shillings.: [970, 1311, 1070, 1322]
- paragraph: Clauses 1 and 2 of the report were approved.: [18, 134, 181, 145]
- advertisements-heading: Advertisements.: [964, 640, 1076, 660]
- ad-line: WM. PEARCE,: [990, 1053, 1050, 1064]
- paragraph: Cr Hobbs gave formal notice of motion for striking a general rate of 9d in the £ for the year 1877 on the — day of—: [10, 591, 183, 625]
- ad-line: Doors open at 7.30 p.m; commence at 8.: [946, 1299, 1094, 1310]
- paragraph: Cr Ick observed that it might not be necessary to remove one of them at least for some time.: [10, 273, 183, 306]
- ad-ref: 5155: [1086, 1323, 1105, 1334]
- story-concluded: (Concluded.): [633, 1534, 683, 1545]
- column-divider: [373, 42, 374, 1482]
- column-divider: [563, 42, 564, 1482]
- paragraph: The resolution was put and lost by 6 to 5. Ayes—The Mayor (as convenor), Crs Turner, Jones, Nathan. Noes—Crs Ick, Hobbs, Hawkes, Thomson, and Bird.: [378, 1584, 558, 1629]
- ad-line: AUBER'S "MASANIELLO,": [965, 1228, 1075, 1239]
- story-paragraph: 'My lady,' went on the abigail, 'a postman ere but now hath left it at the outer gate.': [568, 1615, 740, 1637]
- canine-sagacity-article: CANINE SAGACITY.—The following instance of remarkable sagacity, mentioned by the Cromwell Argus, is worth recording:—Recently, while a shepherd in the employ of Mr Masters, Nevis, was engaged mustering a the back ranges, a stone started from the mountain side and struck him on the head, knocking him senseless. The shepherd fortunately happened to have with him his faithful collie, who, finding his master helpless, at once started off for assistance. Going to a party of miners in the neighbourhood, the dog, after one or two ineffectual attempts, at length succeeded in getting two of the party to follow him to the spot where his master lay still senseless. The man immediately procured more help, and the shepherd was conveyed to the home station on a stretcher, whence he was brought to the Cromwell Hospital.: [935, 412, 1105, 639]
- paragraph: "Your committee beg to report that in considering the question of a new contract with the Gas Company for lighting the city, they deem it highly necessary that the hours should be extended for keeping the gas burning till three o'clock in the morning instead of between one and two, as they consider that the lights are extinguished at a time when they are most required for the safety and good order of the city. The gas company have been written to to ascertain what will be the additional cost.: [10, 1156, 183, 1279]
- ad-line: LOT OF UNREDEEMED PLEDGES,: [949, 1516, 1091, 1527]
- story-title: FAITHFUL TO THE LAST; OR THE FALSE FINGER-POST.: [585, 1499, 731, 1521]
- paragraph: Referred to the works committee.: [18, 892, 140, 903]
